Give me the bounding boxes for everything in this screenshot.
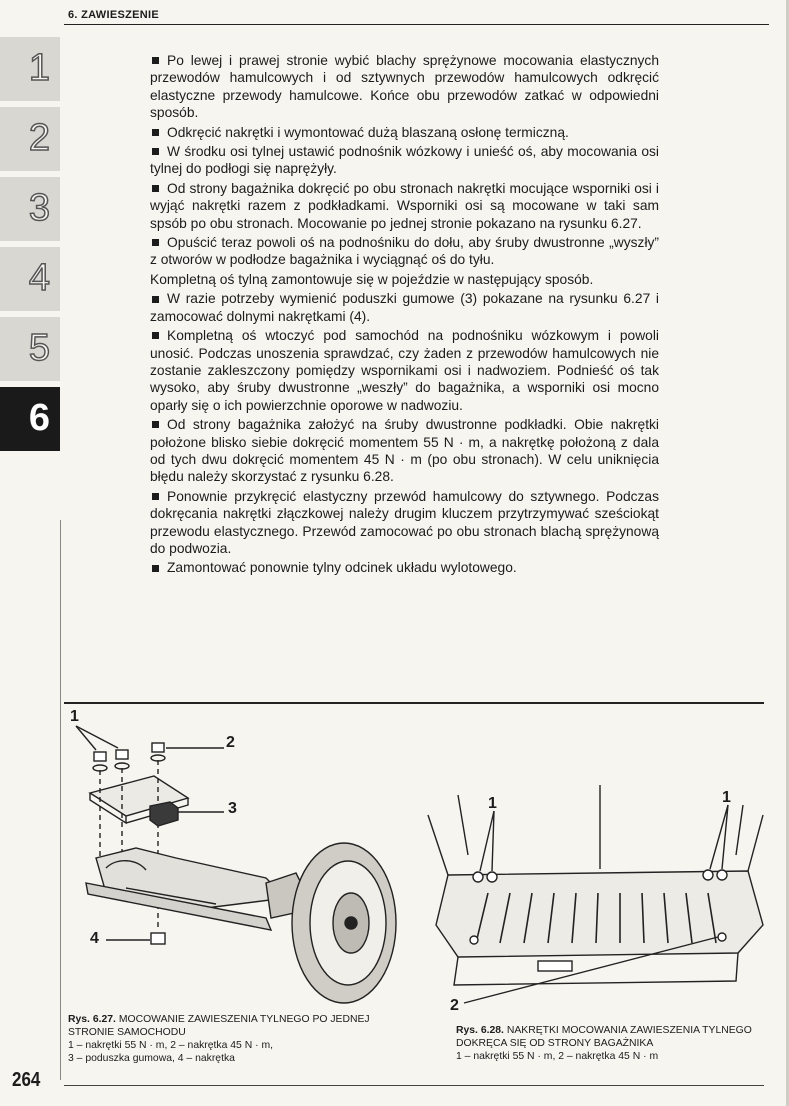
paragraph [150,290,659,325]
caption-title: NAKRĘTKI MOCOWANIA ZAWIESZENIA TYLNEGO DOKRĘCA SIĘ OD STRONY BAGAŻNIKA [456,1025,752,1049]
figure-rule [64,702,764,704]
bullet-icon [152,57,159,64]
paragraph [150,234,659,269]
paragraph [150,124,659,141]
chapter-tab-6 [0,387,60,451]
paragraph [150,271,659,288]
paragraph [150,327,659,414]
paragraph-text: Kompletną oś wtoczyć pod samochód na podnośniku wózkowym i powoli unosić. Podczas unoszenia sprawdzać, czy żaden z przewodów hamulcowych nie zostanie zakleszczony pomiędzy wspornikami osi i nadwoziem. Podnieść oś tak wysoko, aby śruby dwustronne „weszły” do bagażnika, a wsporniki osi mocno oparły się o ich powierzchnie oporowe w nadwoziu. [150,328,659,413]
figure-6-28 [418,775,778,1015]
paragraph-text: W razie potrzeby wymienić poduszki gumowe (3) pokazane na rysunku 6.27 i zamocować dolnymi nakrętkami (4). [150,291,659,324]
bullet-icon [152,493,159,500]
paragraph-text: Ponownie przykręcić elastyczny przewód hamulcowy do sztywnego. Podczas dokręcania nakrętki złączkowej należy drugim kluczem przytrzymywać sześciokąt przewodu elastycznego. Przewód zamocować po obu stronach blachą sprężynową do podwozia. [150,488,659,556]
caption-label: Rys. 6.28. [456,1025,504,1036]
figure-6-27 [66,708,406,1008]
paragraph [150,488,659,558]
paragraph-text: Kompletną oś tylną zamontowuje się w pojeździe w następujący sposób. [150,271,594,287]
paragraph-text: Od strony bagażnika dokręcić po obu stronach nakrętki mocujące wsporniki osi i wyjąć nakrętki razem z podkładkami. Wsporniki osi są mocowane w taki sam spsób po obu stronach. Mocowanie po jednej stronie pokazano na rysunku 6.27. [150,180,659,231]
bullet-icon [152,296,159,303]
caption-label: Rys. 6.27. [68,1014,116,1025]
paragraph [150,180,659,232]
chapter-title: 6. ZAWIESZENIE [68,9,159,21]
paragraph-text: Opuścić teraz powoli oś na podnośniku do dołu, aby śruby dwustronne „wyszły” z otworów w podłodze bagażnika i wyciągnąć oś do tyłu. [150,235,659,268]
paragraph-text: W środku osi tylnej ustawić podnośnik wózkowy i unieść oś, aby mocowania osi tylnej do podłogi się naprężyły. [150,144,659,177]
chapter-tab-number: 2 [28,117,50,159]
paragraph-text: Odkręcić nakrętki i wymontować dużą blaszaną osłonę termiczną. [167,124,569,140]
body-text [150,52,659,579]
chapter-tab-number: 6 [28,397,50,439]
suspension-mount-drawing [66,708,406,1008]
bullet-icon [152,332,159,339]
paragraph [150,559,659,576]
paragraph [150,416,659,486]
margin-rule [60,520,61,1080]
chapter-tab-1 [0,37,60,101]
caption-legend-1: 1 – nakrętki 55 N · m, 2 – nakrętka 45 N · m, [68,1040,274,1051]
callout-2: 2 [226,734,235,751]
chapter-tab-number: 5 [28,327,50,369]
callout-3: 3 [228,800,237,817]
header-rule [64,24,769,25]
callout-1-right: 1 [722,789,731,806]
bullet-icon [152,565,159,572]
figure-6-27-caption [68,1013,398,1065]
callout-2: 2 [450,997,459,1014]
chapter-tab-number: 4 [28,257,50,299]
chapter-tab-number: 1 [28,47,50,89]
chapter-tab-number: 3 [28,187,50,229]
page-number: 264 [12,1069,41,1091]
figure-6-28-caption [456,1024,776,1063]
callout-4: 4 [90,930,99,947]
caption-legend-1: 1 – nakrętki 55 N · m, 2 – nakrętka 45 N · m [456,1051,659,1062]
chapter-tab-3 [0,177,60,241]
bullet-icon [152,129,159,136]
paragraph-text: Po lewej i prawej stronie wybić blachy sprężynowe mocowania elastycznych przewodów hamulcowych i od sztywnych przewodów hamulcowych odkręcić elastyczne przewody hamulcowe. Końce obu przewodów zatkać w odpowiedni sposób. [150,53,659,121]
bullet-icon [152,148,159,155]
chapter-tab-4 [0,247,60,311]
callout-1-left: 1 [488,795,497,812]
chapter-tab-2 [0,107,60,171]
caption-title: MOCOWANIE ZAWIESZENIA TYLNEGO PO JEDNEJ STRONIE SAMOCHODU [68,1014,370,1038]
footer-rule [64,1085,764,1086]
paragraph [150,143,659,178]
paragraph [150,52,659,122]
bullet-icon [152,185,159,192]
chapter-tab-5 [0,317,60,381]
paragraph-text: Zamontować ponownie tylny odcinek układu wylotowego. [167,560,517,576]
caption-legend-2: 3 – poduszka gumowa, 4 – nakrętka [68,1053,235,1064]
trunk-floor-drawing [418,775,778,1015]
chapter-tab-strip [0,37,60,457]
paragraph-text: Od strony bagażnika założyć na śruby dwustronne podkładki. Obie nakrętki położone blisko siebie dokręcić momentem 55 N · m, a nakrętkę położoną z dala od tych dwu dokręcić momentem 45 N · m (po obu stronach). W celu uniknięcia błędu należy skorzystać z rysunku 6.28. [150,417,659,485]
page-header [64,0,784,26]
callout-1: 1 [70,708,79,725]
bullet-icon [152,239,159,246]
bullet-icon [152,421,159,428]
